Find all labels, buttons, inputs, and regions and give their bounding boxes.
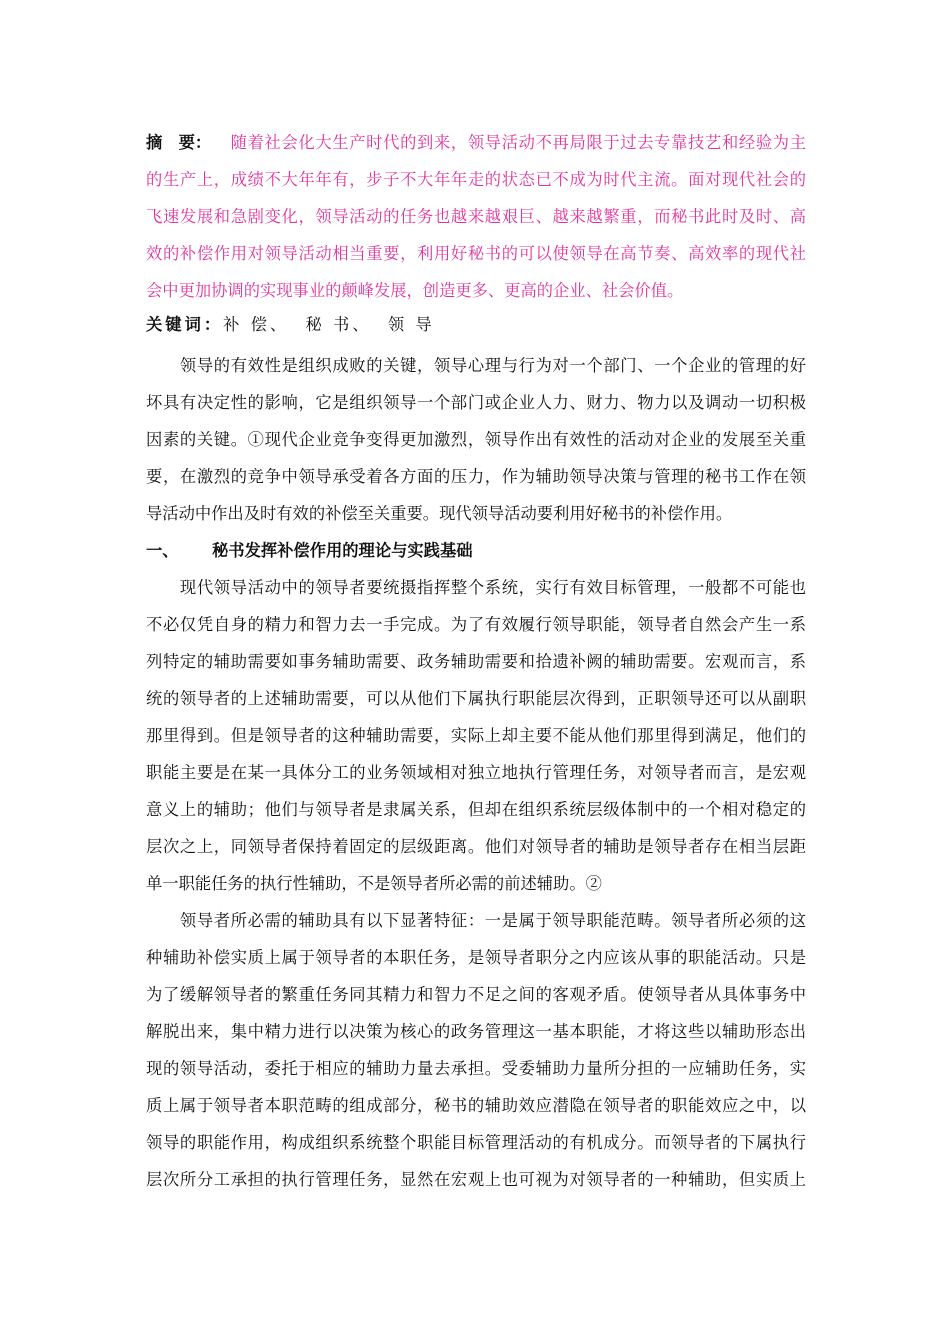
paragraph-line: 因素的关键。①现代企业竞争变得更加激烈，领导作出有效性的活动对企业的发展至关重 <box>146 430 806 449</box>
section-paragraph-1 <box>146 569 806 902</box>
paragraph-line: 不必仅凭自身的精力和智力去一手完成。为了有效履行领导职能，领导者自然会产生一系 <box>146 615 806 634</box>
paragraph-line: 统的领导者的上述辅助需要，可以从他们下属执行职能层次得到，正职领导还可以从副职 <box>146 689 806 708</box>
abstract-block <box>146 124 806 309</box>
keywords-line <box>146 306 806 343</box>
paragraph-line: 领导者所必需的辅助具有以下显著特征：一是属于领导职能范畴。领导者所必须的这 <box>146 911 806 930</box>
keywords-value: 补 偿、 秘 书、 领 导 <box>223 315 435 334</box>
paragraph-line: 领导的有效性是组织成败的关键，领导心理与行为对一个部门、一个企业的管理的好 <box>146 356 806 375</box>
document-content <box>146 124 806 1198</box>
abstract-line: 的生产上，成绩不大年年有，步子不大年年走的状态已不成为时代主流。面对现代社会的 <box>146 170 806 189</box>
abstract-label: 摘 要： <box>146 133 212 152</box>
keywords-label: 关键词： <box>146 315 224 334</box>
paragraph-line: 那里得到。但是领导者的这种辅助需要，实际上却主要不能从他们那里得到满足，他们的 <box>146 726 806 745</box>
section-title: 秘书发挥补偿作用的理论与实践基础 <box>212 541 473 560</box>
paragraph-line: 要，在激烈的竞争中领导承受着各方面的压力，作为辅助领导决策与管理的秘书工作在领 <box>146 467 806 486</box>
paragraph-line: 列特定的辅助需要如事务辅助需要、政务辅助需要和拾遗补阙的辅助需要。宏观而言，系 <box>146 652 806 671</box>
paragraph-line: 质上属于领导者本职范畴的组成部分，秘书的辅助效应潜隐在领导者的职能效应之中，以 <box>146 1096 806 1115</box>
paragraph-line: 层次之上，同领导者保持着固定的层级距离。他们对领导者的辅助是领导者存在相当层距 <box>146 837 806 856</box>
section-paragraph-2 <box>146 902 806 1198</box>
paragraph-line: 解脱出来，集中精力进行以决策为核心的政务管理这一基本职能，才将这些以辅助形态出 <box>146 1022 806 1041</box>
paragraph-line: 单一职能任务的执行性辅助，不是领导者所必需的前述辅助。② <box>146 874 602 893</box>
paragraph-line: 层次所分工承担的执行管理任务，显然在宏观上也可视为对领导者的一种辅助，但实质上 <box>146 1170 806 1189</box>
paragraph-line: 职能主要是在某一具体分工的业务领域相对独立地执行管理任务，对领导者而言，是宏观 <box>146 763 806 782</box>
section-number: 一、 <box>146 541 179 560</box>
paragraph-line: 意义上的辅助；他们与领导者是隶属关系，但却在组织系统层级体制中的一个相对稳定的 <box>146 800 806 819</box>
paragraph-line: 导活动中作出及时有效的补偿至关重要。现代领导活动要利用好秘书的补偿作用。 <box>146 504 733 523</box>
paragraph-line: 坏具有决定性的影响，它是组织领导一个部门或企业人力、财力、物力以及调动一切积极 <box>146 393 806 412</box>
abstract-text: 随着社会化大生产时代的到来，领导活动不再局限于过去专靠技艺和经验为主 <box>230 133 806 152</box>
abstract-line <box>146 124 806 161</box>
paragraph-line: 现代领导活动中的领导者要统摄指挥整个系统，实行有效目标管理，一般都不可能也 <box>146 578 806 597</box>
intro-paragraph <box>146 347 806 532</box>
abstract-line: 会中更加协调的实现事业的颠峰发展，创造更多、更高的企业、社会价值。 <box>146 281 684 300</box>
paragraph-line: 种辅助补偿实质上属于领导者的本职任务，是领导者职分之内应该从事的职能活动。只是 <box>146 948 806 967</box>
abstract-line: 效的补偿作用对领导活动相当重要，利用好秘书的可以使领导在高节奏、高效率的现代社 <box>146 244 806 263</box>
paragraph-line: 为了缓解领导者的繁重任务同其精力和智力不足之间的客观矛盾。使领导者从具体事务中 <box>146 985 806 1004</box>
section-heading <box>146 532 806 569</box>
abstract-line: 飞速发展和急剧变化，领导活动的任务也越来越艰巨、越来越繁重，而秘书此时及时、高 <box>146 207 806 226</box>
paragraph-line: 现的领导活动，委托于相应的辅助力量去承担。受委辅助力量所分担的一应辅助任务，实 <box>146 1059 806 1078</box>
paragraph-line: 领导的职能作用，构成组织系统整个职能目标管理活动的有机成分。而领导者的下属执行 <box>146 1133 806 1152</box>
